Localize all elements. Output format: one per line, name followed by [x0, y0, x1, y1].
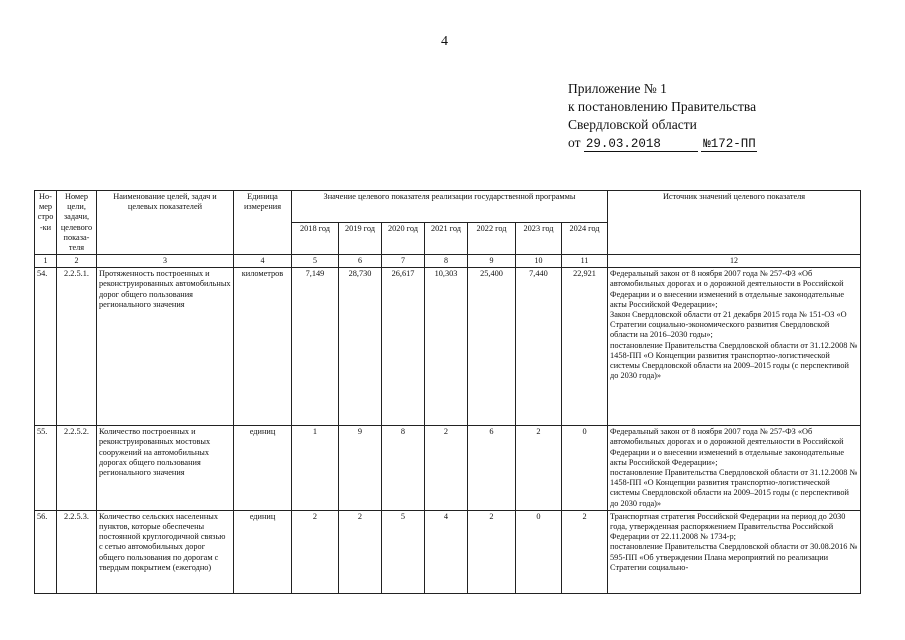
indicators-table — [34, 190, 861, 594]
indicator-source — [608, 268, 861, 426]
header-year: 2023 год — [516, 223, 562, 255]
annex-header — [568, 80, 757, 152]
unit: единиц — [234, 510, 292, 593]
value-2019: 28,730 — [339, 268, 382, 426]
goal-code: 2.2.5.3. — [57, 510, 97, 593]
value-2018: 2 — [292, 510, 339, 593]
header-row — [35, 191, 861, 223]
value-2020: 8 — [382, 426, 425, 511]
header-year: 2022 год — [468, 223, 516, 255]
column-index: 5 — [292, 255, 339, 268]
annex-region: Свердловской области — [568, 117, 697, 132]
header-name: Наименование целей, задач и целевых показателей — [97, 191, 234, 255]
value-2020: 5 — [382, 510, 425, 593]
annex-from-label: от — [568, 135, 581, 150]
annex-resolution: к постановлению Правительства — [568, 99, 757, 114]
source-entry: Федеральный закон от 8 ноября 2007 года № 257-ФЗ «Об автомобильных дорогах и о дорожной деятельности в Российской Федерации и о внесении изменений в отдельные законодательные акты Российской Федерации»; — [610, 269, 845, 309]
page-number: 4 — [441, 34, 448, 49]
unit: единиц — [234, 426, 292, 511]
indicator-name: Количество построенных и реконструированных мостовых сооружений на автомобильных дорогах общего пользования регионального значения — [97, 426, 234, 511]
header-year: 2019 год — [339, 223, 382, 255]
value-2018: 7,149 — [292, 268, 339, 426]
table-row — [35, 510, 861, 593]
column-index: 11 — [562, 255, 608, 268]
value-2022: 2 — [468, 510, 516, 593]
column-index: 2 — [57, 255, 97, 268]
indicator-name: Протяженность построенных и реконструированных автомобильных дорог общего пользования регионального значения — [97, 268, 234, 426]
value-2021: 2 — [425, 426, 468, 511]
header-row-number: Но-мер стро-ки — [35, 191, 57, 255]
source-entry: Закон Свердловской области от 21 декабря 2015 года № 151-ОЗ «О Стратегии социально-экономического развития Свердловской области на 2016–2030 годы»; — [610, 310, 847, 340]
value-2019: 2 — [339, 510, 382, 593]
source-entry: постановление Правительства Свердловской области от 31.12.2008 № 1458-ПП «О Концепции развития транспортно-логистической системы Свердловской области на 2009–2015 годы (с перспективой до 2030 года)» — [610, 340, 858, 381]
annex-date-line — [568, 134, 757, 152]
goal-code: 2.2.5.1. — [57, 268, 97, 426]
table-row — [35, 268, 861, 426]
source-entry: постановление Правительства Свердловской области от 30.08.2016 № 595-ПП «Об утверждении Плана мероприятий по реализации Стратегии социально- — [610, 542, 858, 572]
value-2022: 25,400 — [468, 268, 516, 426]
value-2022: 6 — [468, 426, 516, 511]
value-2023: 7,440 — [516, 268, 562, 426]
annex-date: 29.03.2018 — [584, 137, 698, 152]
annex-number: №172-ПП — [703, 137, 756, 151]
indicator-source — [608, 426, 861, 511]
source-entry: постановление Правительства Свердловской области от 31.12.2008 № 1458-ПП «О Концепции развития транспортно-логистической системы Свердловской области на 2009–2015 годы (с перспективой до 2030 года)» — [610, 468, 858, 508]
source-entry: Транспортная стратегия Российской Федерации на период до 2030 года, утвержденная распоряжением Правительства Российской Федерации от 22.11.2008 № 1734-р; — [610, 511, 846, 542]
indicator-source — [608, 510, 861, 593]
column-index-row — [35, 255, 861, 268]
column-index: 4 — [234, 255, 292, 268]
header-year: 2018 год — [292, 223, 339, 255]
value-2024: 0 — [562, 426, 608, 511]
goal-code: 2.2.5.2. — [57, 426, 97, 511]
header-year: 2021 год — [425, 223, 468, 255]
column-index: 10 — [516, 255, 562, 268]
table-row — [35, 426, 861, 511]
column-index: 7 — [382, 255, 425, 268]
header-values-group: Значение целевого показателя реализации государственной программы — [292, 191, 608, 223]
value-2019: 9 — [339, 426, 382, 511]
value-2020: 26,617 — [382, 268, 425, 426]
value-2023: 0 — [516, 510, 562, 593]
value-2024: 22,921 — [562, 268, 608, 426]
value-2021: 10,303 — [425, 268, 468, 426]
column-index: 1 — [35, 255, 57, 268]
value-2024: 2 — [562, 510, 608, 593]
header-year: 2020 год — [382, 223, 425, 255]
column-index: 12 — [608, 255, 861, 268]
column-index: 3 — [97, 255, 234, 268]
column-index: 8 — [425, 255, 468, 268]
header-goal-number: Номер цели, задачи, целевого показа-теля — [57, 191, 97, 255]
value-2018: 1 — [292, 426, 339, 511]
indicator-name: Количество сельских населенных пунктов, которые обеспечены постоянной круглогодичной связью с сетью автомобильных дорог общего пользования по дорогам с твердым покрытием (ежегодно) — [97, 510, 234, 593]
unit: километров — [234, 268, 292, 426]
value-2021: 4 — [425, 510, 468, 593]
row-number: 54. — [35, 268, 57, 426]
source-entry: Федеральный закон от 8 ноября 2007 года № 257-ФЗ «Об автомобильных дорогах и о дорожной деятельности в Российской Федерации и о внесении изменений в отдельные законодательные акты Российской Федерации»; — [610, 427, 845, 467]
header-source: Источник значений целевого показателя — [608, 191, 861, 255]
header-year: 2024 год — [562, 223, 608, 255]
row-number: 56. — [35, 510, 57, 593]
column-index: 9 — [468, 255, 516, 268]
annex-title: Приложение № 1 — [568, 81, 667, 96]
header-unit: Единица измерения — [234, 191, 292, 255]
column-index: 6 — [339, 255, 382, 268]
row-number: 55. — [35, 426, 57, 511]
value-2023: 2 — [516, 426, 562, 511]
